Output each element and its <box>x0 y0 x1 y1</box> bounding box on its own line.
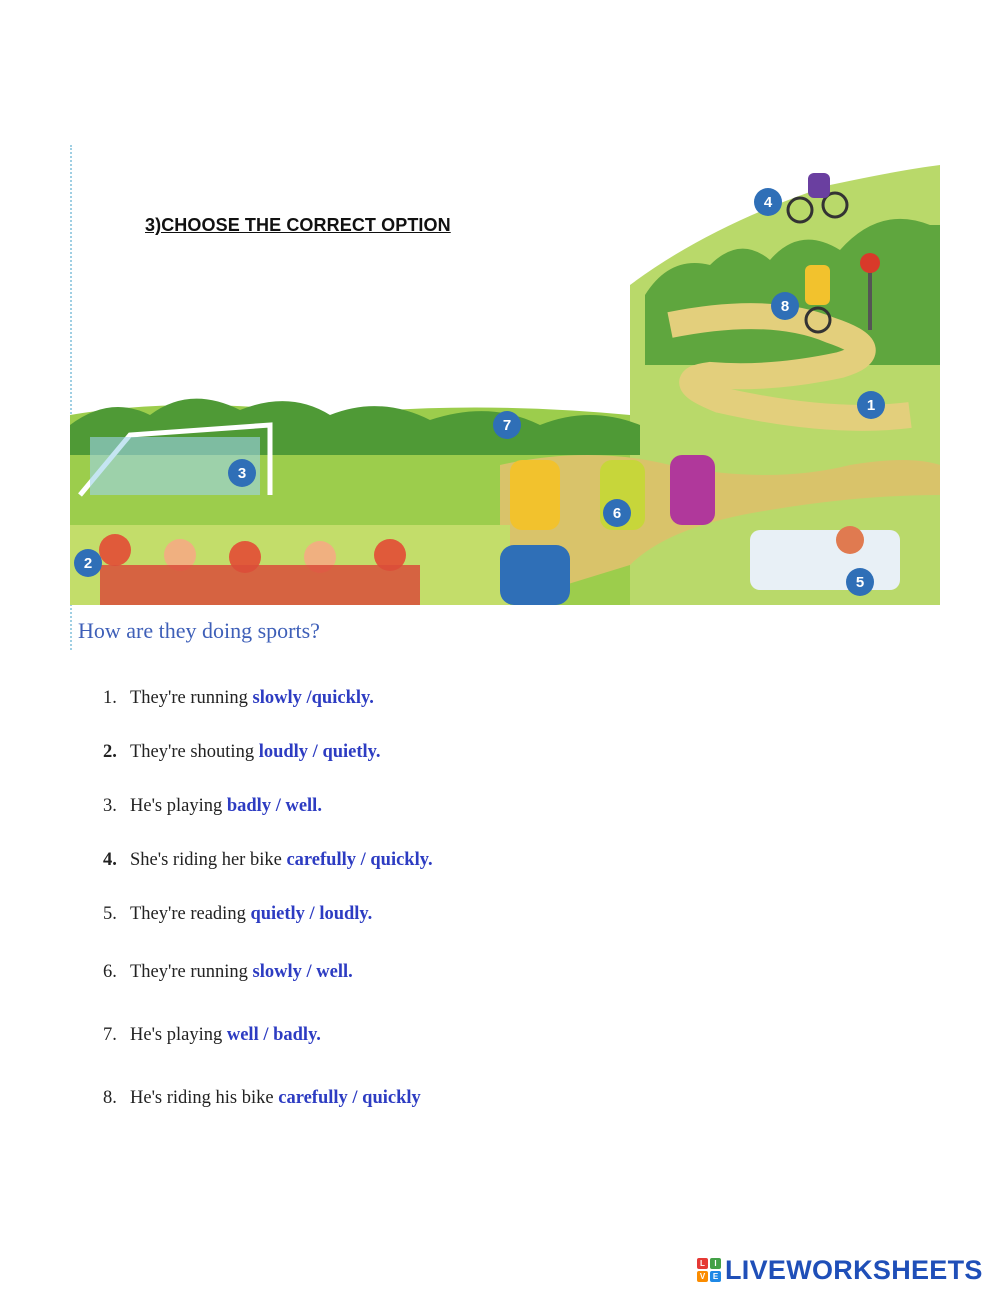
answer-options[interactable]: carefully / quickly. <box>286 850 433 870</box>
question-item <box>103 904 372 925</box>
logo-mark: L I V E <box>697 1258 721 1282</box>
svg-text:1: 1 <box>866 397 876 414</box>
answer-options[interactable]: slowly /quickly. <box>252 688 374 708</box>
question-text: He's playing <box>130 796 227 816</box>
answer-options[interactable]: quietly / loudly. <box>250 904 373 924</box>
answer-options[interactable]: loudly / quietly. <box>258 742 381 762</box>
question-number: 3. <box>103 796 117 816</box>
answer-options[interactable]: badly / well. <box>226 796 322 816</box>
question-item <box>103 796 322 817</box>
svg-text:2: 2 <box>83 555 93 572</box>
question-item <box>103 688 374 709</box>
question-number: 6. <box>103 962 117 982</box>
liveworksheets-logo <box>697 1255 983 1285</box>
question-text: They're shouting <box>130 742 259 762</box>
question-item <box>103 850 433 871</box>
answer-options[interactable]: carefully / quickly <box>278 1088 421 1108</box>
question-number: 1. <box>103 688 117 708</box>
svg-text:8: 8 <box>780 298 790 315</box>
svg-text:4: 4 <box>763 194 773 211</box>
exercise-question: How are they doing sports? <box>78 618 320 643</box>
question-text: They're running <box>130 962 253 982</box>
exercise-heading: 3)CHOOSE THE CORRECT OPTION <box>145 215 451 235</box>
question-item <box>103 962 353 983</box>
question-text: They're running <box>130 688 253 708</box>
svg-text:3: 3 <box>237 465 247 482</box>
question-number: 8. <box>103 1088 117 1108</box>
question-item <box>103 1025 321 1046</box>
question-text: She's riding her bike <box>130 850 287 870</box>
question-number: 5. <box>103 904 117 924</box>
svg-text:6: 6 <box>612 505 622 522</box>
svg-text:5: 5 <box>855 574 865 591</box>
question-item <box>103 1088 421 1109</box>
question-number: 4. <box>103 850 117 870</box>
answer-options[interactable]: well / badly. <box>226 1025 321 1045</box>
logo-text: LIVEWORKSHEETS <box>725 1254 983 1285</box>
question-number: 7. <box>103 1025 117 1045</box>
svg-text:7: 7 <box>502 417 512 434</box>
question-number: 2. <box>103 742 117 762</box>
question-item <box>103 742 381 763</box>
question-text: They're reading <box>130 904 251 924</box>
answer-options[interactable]: slowly / well. <box>252 962 353 982</box>
question-text: He's riding his bike <box>130 1088 279 1108</box>
question-text: He's playing <box>130 1025 227 1045</box>
